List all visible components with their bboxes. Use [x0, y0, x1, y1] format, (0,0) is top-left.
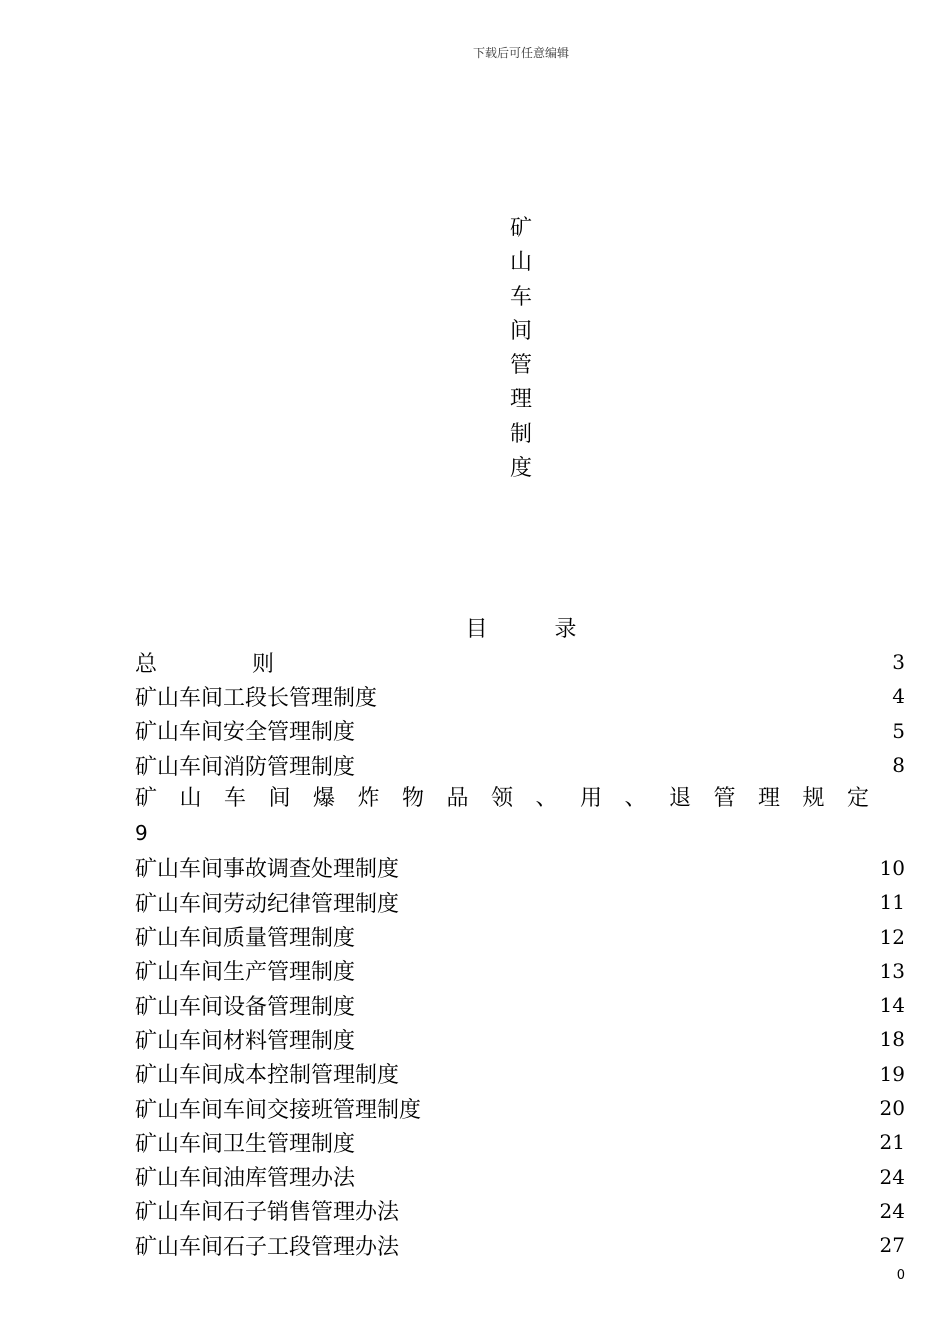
toc-entry-label: 矿山车间石子销售管理办法: [135, 1200, 400, 1226]
title-char: 度: [509, 456, 532, 482]
toc-entry-page: 19: [879, 1061, 905, 1086]
toc-entry-page: 24: [879, 1198, 905, 1223]
title-char: 矿: [509, 216, 532, 241]
toc-entry[interactable]: [135, 645, 905, 679]
toc-entry-label: 矿山车间爆炸物品领、用、退管理规定: [135, 786, 892, 812]
title-char: 车: [509, 284, 532, 310]
toc-entry-page: 24: [879, 1164, 905, 1189]
toc-entry[interactable]: [135, 954, 905, 988]
toc-entry[interactable]: [135, 1057, 905, 1091]
toc-entry[interactable]: [135, 885, 905, 919]
toc-entry-label: 矿山车间油库管理办法: [135, 1166, 356, 1192]
toc-entry[interactable]: [135, 782, 905, 851]
toc-entry-page: 20: [879, 1096, 905, 1120]
toc-heading: 目 录: [465, 617, 577, 642]
toc-entry-page: 21: [879, 1130, 905, 1155]
page-header: 下载后可任意编辑: [472, 46, 569, 60]
toc-entry[interactable]: [135, 1022, 905, 1056]
toc-entry-page: 9: [135, 821, 148, 846]
toc-entry-label: 矿山车间石子工段管理办法: [135, 1234, 400, 1260]
toc-entry-label: 矿山车间生产管理制度: [135, 960, 356, 986]
toc-entry-label: 矿山车间材料管理制度: [135, 1028, 356, 1054]
toc-entry[interactable]: [135, 714, 905, 748]
toc-entry-label: 矿山车间设备管理制度: [135, 994, 356, 1020]
toc-entry-page: 12: [879, 924, 905, 949]
toc-entry-label: 矿山车间事故调查处理制度: [135, 857, 400, 883]
page-number: 0: [896, 1268, 905, 1283]
toc-entry-page: 3: [892, 650, 905, 675]
toc-entry-label: 矿山车间劳动纪律管理制度: [135, 891, 400, 917]
toc-entry[interactable]: [135, 988, 905, 1022]
toc-entry[interactable]: [135, 1194, 905, 1228]
title-char: 管: [509, 353, 532, 379]
title-char: 制: [509, 421, 532, 447]
title-char: 山: [509, 250, 532, 276]
toc-entry-page: 11: [879, 890, 905, 915]
toc-entry[interactable]: [135, 919, 905, 953]
toc-entry[interactable]: [135, 1159, 905, 1193]
toc-entry-label: 矿山车间车间交接班管理制度: [135, 1097, 422, 1123]
toc-entry[interactable]: [135, 1091, 905, 1125]
toc-entry-label: 矿山车间卫生管理制度: [135, 1131, 356, 1157]
toc-entry-page: 14: [879, 993, 905, 1018]
title-char: 间: [509, 318, 532, 344]
toc-entry-label: 总 则: [135, 651, 318, 677]
document-title: [507, 212, 535, 486]
toc-entry[interactable]: [135, 1228, 905, 1262]
toc-entry-page: 8: [892, 753, 905, 778]
toc-entry-page: 13: [879, 958, 905, 983]
toc-entry-page: 18: [879, 1027, 905, 1052]
toc-entry[interactable]: [135, 679, 905, 713]
toc-entry-page: 5: [892, 718, 905, 743]
toc-entry[interactable]: [135, 851, 905, 885]
toc-entry[interactable]: [135, 1125, 905, 1159]
table-of-contents: [135, 645, 905, 1262]
toc-entry-label: 矿山车间质量管理制度: [135, 926, 356, 952]
toc-entry-label: 矿山车间安全管理制度: [135, 720, 356, 746]
title-char: 理: [509, 387, 532, 413]
toc-entry-page: 10: [879, 855, 905, 880]
toc-entry-label: 矿山车间消防管理制度: [135, 754, 356, 780]
toc-entry[interactable]: [135, 748, 905, 782]
toc-entry-label: 矿山车间成本控制管理制度: [135, 1063, 400, 1089]
toc-entry-label: 矿山车间工段长管理制度: [135, 685, 378, 711]
toc-entry-page: 27: [879, 1233, 905, 1258]
toc-entry-page: 4: [892, 684, 905, 709]
